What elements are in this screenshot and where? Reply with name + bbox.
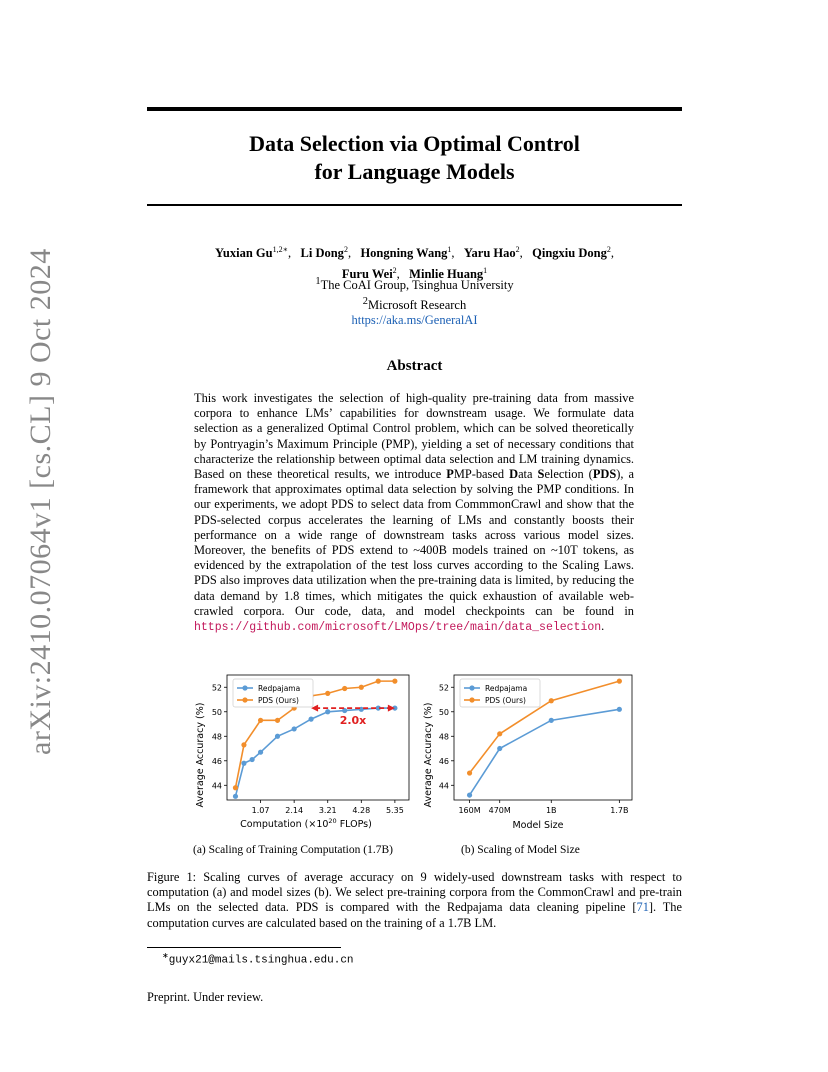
x-axis-label: Computation ($\times 10^{20}$ FLOPs)	[240, 817, 372, 830]
pds-name-part: election (	[544, 467, 593, 482]
abstract-heading: Abstract	[386, 358, 443, 374]
data-point	[549, 698, 554, 703]
project-link[interactable]: https://aka.ms/GeneralAI	[351, 313, 478, 328]
author-name: Minlie Huang	[409, 267, 484, 282]
preprint-note: Preprint. Under review.	[147, 990, 264, 1004]
title-line-2: for Language Models	[314, 159, 515, 184]
abstract-body	[194, 391, 634, 635]
code-url-link[interactable]: https://github.com/microsoft/LMOps/tree/main/data_selection	[194, 621, 602, 635]
data-point	[275, 734, 280, 739]
data-point	[359, 685, 364, 690]
data-point	[617, 707, 622, 712]
x-tick-label: 160M	[458, 806, 481, 815]
author-name: Hongning Wang	[360, 246, 448, 261]
y-axis-label: Average Accuracy (%)	[423, 702, 434, 808]
x-tick-label: 1.07	[251, 806, 270, 815]
footnote	[162, 951, 354, 967]
y-tick-label: 52	[211, 683, 222, 693]
affiliation-sup: 2	[362, 295, 368, 307]
figure-b-chart	[418, 667, 640, 835]
citation-link[interactable]: 71	[636, 900, 649, 915]
x-tick-label: 1.7B	[610, 806, 629, 815]
data-point	[233, 785, 238, 790]
author-name: Furu Wei	[341, 267, 393, 282]
data-point	[497, 731, 502, 736]
data-point	[292, 726, 297, 731]
y-tick-label: 50	[438, 707, 449, 717]
author-sup: 1	[447, 245, 452, 254]
legend-label: PDS (Ours)	[485, 696, 526, 705]
data-point	[392, 679, 397, 684]
data-point	[325, 691, 330, 696]
paper-title	[147, 130, 682, 186]
y-tick-label: 46	[211, 756, 222, 766]
data-point	[275, 718, 280, 723]
affiliations	[147, 274, 682, 329]
x-axis-label: Model Size	[512, 820, 564, 831]
legend-marker	[469, 697, 474, 702]
author-sup: 2	[515, 245, 520, 254]
footnote-rule	[147, 947, 341, 948]
data-point	[467, 770, 472, 775]
y-axis-label: Average Accuracy (%)	[195, 702, 206, 808]
x-tick-label: 3.21	[318, 806, 337, 815]
figure-a-chart	[193, 667, 415, 835]
data-point	[467, 792, 472, 797]
series-line-redpajama	[470, 709, 620, 795]
footnote-mark: ∗	[162, 951, 169, 960]
affiliation-sup: 1	[315, 276, 321, 287]
pds-initial-p: P	[446, 467, 454, 482]
y-tick-label: 50	[211, 707, 222, 717]
y-tick-label: 44	[438, 781, 449, 791]
data-point	[325, 709, 330, 714]
author-name: Qingxiu Dong	[532, 246, 607, 261]
y-tick-label: 48	[438, 732, 449, 742]
legend-label: Redpajama	[258, 684, 301, 693]
legend-marker	[242, 685, 247, 690]
pds-name-part: MP-based	[453, 467, 510, 482]
x-tick-label: 470M	[488, 806, 511, 815]
affiliation-1: The CoAI Group, Tsinghua University	[320, 278, 514, 293]
author-sup: 1	[483, 266, 488, 276]
author-list: Yuxian $Gu^{1,2∗}$, Li Dong$^2$, Hongning Wang$^1$, Yaru Hao$^2$, Qingxiu Dong$^2$, Furu Wei$^2$, Minlie Huang$^1$	[215, 245, 614, 282]
figure-caption-text: Figure 1: Scaling curves of average accuracy on 9 widely-used downstream tasks with respect to computation (a) and model sizes (b). We select pre-training corpora from the CommonCrawl and pre-train LMs on the selected data. PDS is compared with the Redpajama data cleaning pipeline [	[147, 870, 682, 915]
arxiv-identifier: arXiv:2410.07064v1 [cs.CL] 9 Oct 2024	[24, 248, 57, 755]
y-tick-label: 44	[211, 781, 222, 791]
abstract-end: .	[601, 619, 605, 634]
pds-abbreviation: PDS	[592, 467, 617, 482]
x-tick-label: 2.14	[285, 806, 304, 815]
legend-marker	[469, 685, 474, 690]
speedup-label: 2.0x	[339, 714, 367, 728]
pds-initial-s: S	[537, 467, 545, 482]
title-line-1: Data Selection via Optimal Control	[249, 131, 580, 156]
data-point	[233, 794, 238, 799]
figure-caption-end: ]. The computation curves are calculated based on the training of a 1.7B LM.	[147, 900, 682, 930]
pds-initial-d: D	[509, 467, 519, 482]
legend-marker	[242, 697, 247, 702]
x-tick-label: 4.28	[352, 806, 371, 815]
data-point	[258, 718, 263, 723]
data-point	[308, 717, 313, 722]
footnote-email: guyx21@mails.tsinghua.edu.cn	[168, 954, 354, 967]
title-bottom-rule	[147, 204, 682, 206]
data-point	[617, 679, 622, 684]
pds-name-part: ata	[518, 467, 538, 482]
subcaption-a: (a) Scaling of Training Computation (1.7B)	[193, 844, 393, 856]
data-point	[342, 686, 347, 691]
y-tick-label: 46	[438, 756, 449, 766]
data-point	[549, 718, 554, 723]
data-point	[250, 757, 255, 762]
data-point	[258, 750, 263, 755]
abstract-text-2: ), a framework that approximates optimal data selection by solving the PMP conditions. In our experiments, we adopt PDS to select data from CommmonCrawl and show that the PDS-selected corpus accelerates the learning of LMs and constantly boosts their performance on a wide range of downstream tasks across various model sizes. Moreover, the benefits of PDS extend to ~400B models trained on ~10T tokens, as evidenced by the extrapolation of the test loss curves according to the Scaling Laws. PDS also improves data utilization when the pre-training data is limited, by reducing the data demand by 1.8 times, which mitigates the quick exhaustion of available web-crawled corpora. Our code, data, and model checkpoints can be found in	[194, 467, 634, 618]
abstract-text-1: This work investigates the selection of high-quality pre-training data from massive corpora to enhance LMs’ capabilities for downstream usage. We formulate data selection as a generalized Optimal Control problem, which can be solved theoretically by Pontryagin’s Maximum Principle (PMP), yielding a set of necessary conditions that characterize the relationship between optimal data selection and LM training dynamics. Based on these theoretical results, we introduce	[194, 391, 634, 482]
data-point	[497, 746, 502, 751]
author-name: Yuxian Gu	[215, 246, 273, 261]
legend-label: PDS (Ours)	[258, 696, 299, 705]
author-sup: 2	[343, 245, 348, 254]
author-name: Li Dong	[300, 246, 344, 261]
legend-label: Redpajama	[485, 684, 528, 693]
title-top-rule	[147, 107, 682, 111]
subcaption-b: (b) Scaling of Model Size	[461, 844, 580, 856]
figure-caption	[147, 870, 682, 931]
y-tick-label: 48	[211, 732, 222, 742]
x-tick-label: 1B	[545, 806, 557, 815]
author-sup: 2	[606, 245, 611, 254]
author-sup: 2	[392, 266, 397, 276]
arrow-head-right	[388, 705, 395, 712]
data-point	[241, 742, 246, 747]
author-sup: 1,2∗	[272, 245, 289, 254]
y-tick-label: 52	[438, 683, 449, 693]
affiliation-2: Microsoft Research	[367, 297, 467, 312]
author-name: Yaru Hao	[463, 246, 516, 261]
data-point	[241, 761, 246, 766]
x-tick-label: 5.35	[385, 806, 404, 815]
data-point	[376, 679, 381, 684]
